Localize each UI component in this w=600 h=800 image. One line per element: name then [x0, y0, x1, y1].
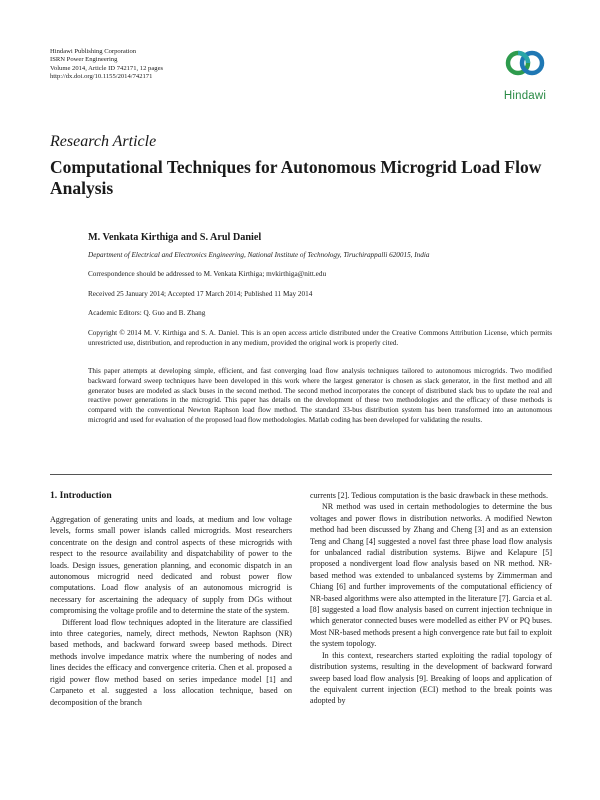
- article-type: Research Article: [50, 133, 157, 150]
- section-heading: 1. Introduction: [50, 490, 112, 501]
- author-list: M. Venkata Kirthiga and S. Arul Daniel: [88, 232, 262, 243]
- copyright-notice: Copyright © 2014 M. V. Kirthiga and S. A. Daniel. This is an open access article distributed under the Creative Commons Attribution License, which permits unrestricted use, distribution, and reproduction in any medium, provided the original work is properly cited.: [88, 329, 552, 347]
- section-divider: [50, 474, 552, 475]
- correspondence: Correspondence should be addressed to M. Venkata Kirthiga; mvkirthiga@nitt.edu: [88, 270, 327, 278]
- paragraph: Different load flow techniques adopted in the literature are classified into three categories, namely, direct methods, Newton Raphson (NR) based methods, and backward forward sweep based methods. Direct methods involve impedance matrix where the numbering of nodes and lines decides the efficacy and convergence criteria. Chen et al. proposed a rigid power flow method based on series impedance model [1] and Carpaneto et al. suggested a loss allocation technique, based on decomposition of the branch: [50, 617, 292, 707]
- hindawi-logo: [497, 47, 553, 103]
- publication-info: [50, 48, 163, 81]
- academic-editors: Academic Editors: Q. Guo and B. Zhang: [88, 309, 206, 317]
- publication-dates: Received 25 January 2014; Accepted 17 March 2014; Published 11 May 2014: [88, 290, 313, 298]
- volume-info: Volume 2014, Article ID 742171, 12 pages: [50, 64, 164, 72]
- logo-wordmark: Hindawi: [503, 90, 547, 102]
- paragraph: In this context, researchers started exploiting the radial topology of distribution systems, resulting in the development of backward forward sweep based load flow analysis [9]. Breaking of loops and application of the equivalent current injection (ECI) method to the break points was adopted by: [310, 650, 552, 706]
- body-column-right: [310, 490, 552, 707]
- body-column-left: [50, 490, 292, 708]
- doi-link[interactable]: http://dx.doi.org/10.1155/2014/742171: [50, 72, 153, 80]
- journal-name: ISRN Power Engineering: [50, 56, 118, 64]
- abstract: This paper attempts at developing simple, efficient, and fast converging load flow analysis techniques tailored to autonomous microgrids. Two modified backward forward sweep techniques have been developed in this work where the largest generator is chosen as slack generator, in the first method and all generator buses are modeled as slack buses in the second method. The second method incorporates the concept of distributed slack bus to update the real and reactive power generations in the microgrid. This paper has details on the development of these two methodologies and the efficacy of these methods is compared with the conventional Newton Raphson load flow method. The standard 33-bus distribution system has been transformed into an autonomous microgrid and used for evaluation of the proposed load flow methodologies. Matlab coding has been developed for validating the results.: [88, 367, 552, 424]
- paragraph: NR method was used in certain methodologies to determine the bus voltages and power flows in distribution networks. A modified Newton method had been discussed by Zhang and Cheng [3] and as an extension Teng and Chang [4] suggested a novel fast three phase load flow analysis for unbalanced radial distribution systems. Bijwe and Kelapure [5] proposed a nondivergent load flow analysis based on NR method. NR-based method was extended to unbalanced systems by Zimmerman and Chiang [6] and further improvements of the computational efficiency of NR-based algorithms were also attempted in the literature [7]. Garcia et al. [8] suggested a load flow analysis based on current injection technique in which generator connected buses were modelled as either PV or PQ buses. Most NR-based methods present a high convergence rate but fail to exploit the system topology.: [310, 502, 552, 649]
- publisher-name: Hindawi Publishing Corporation: [50, 48, 137, 55]
- hindawi-logo-icon: [497, 47, 553, 89]
- paragraph: Aggregation of generating units and loads, at medium and low voltage levels, forms small power islands called microgrids. Most researchers concentrate on the design and control aspects of these microgrids with respect to the resource availability and dispatchability of power to the loads. Design issues, generation planning, and economic dispatch in an autonomous microgrid need dedicated and robust power flow computations. Load flow analysis of an autonomous microgrid is necessary for ascertaining the adequacy of supply from DGs without compromising the voltage profile and to determine the state of the system.: [50, 515, 292, 616]
- affiliation: Department of Electrical and Electronics Engineering, National Institute of Technology, Tiruchirappalli 620015, India: [88, 251, 430, 259]
- paragraph: currents [2]. Tedious computation is the basic drawback in these methods.: [310, 491, 548, 500]
- article-title: Computational Techniques for Autonomous Microgrid Load Flow Analysis: [50, 157, 542, 198]
